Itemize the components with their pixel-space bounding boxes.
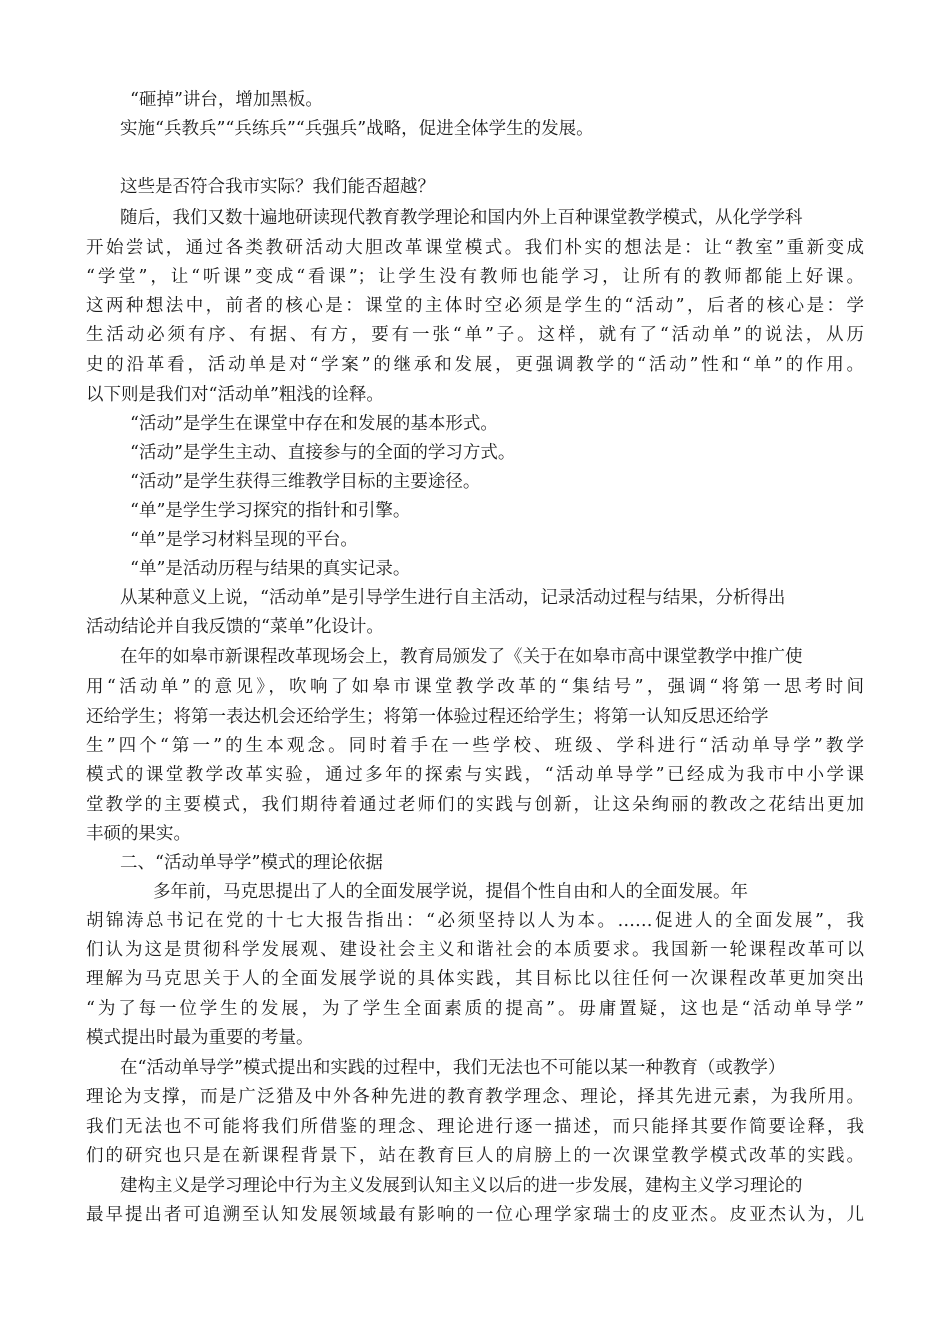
text-line: 这些是否符合我市实际？我们能否超越？ xyxy=(120,177,435,197)
text-line: 从某种意义上说，“活动单”是引导学生进行自主活动，记录活动过程与结果，分析得出 xyxy=(120,588,786,608)
text-line: “单”是学生学习探究的指针和引擎。 xyxy=(130,501,411,521)
text-line: 在年的如皋市新课程改革现场会上，教育局颁发了《关于在如皋市高中课堂教学中推广使 xyxy=(120,647,803,667)
text-line: 模式提出时最为重要的考量。 xyxy=(86,1028,314,1048)
text-line: 实施“兵教兵”“兵练兵”“兵强兵”战略，促进全体学生的发展。 xyxy=(120,119,594,139)
text-line: 以下则是我们对“活动单”粗浅的诠释。 xyxy=(86,385,384,405)
text-line: 用“活动单”的意见》，吹响了如皋市课堂教学改革的“集结号”，强调“将第一思考时间 xyxy=(86,677,864,697)
text-line: 堂教学的主要模式，我们期待着通过老师们的实践与创新，让这朵绚丽的教改之花结出更加 xyxy=(86,795,864,815)
text-line: 建构主义是学习理论中行为主义发展到认知主义以后的进一步发展，建构主义学习理论的 xyxy=(120,1176,803,1196)
text-line: “活动”是学生获得三维教学目标的主要途径。 xyxy=(130,472,481,492)
text-line: 最早提出者可追溯至认知发展领域最有影响的一位心理学家瑞士的皮亚杰。皮亚杰认为，儿 xyxy=(86,1205,864,1225)
text-line: 还给学生；将第一表达机会还给学生；将第一体验过程还给学生；将第一认知反思还给学 xyxy=(86,707,769,727)
text-line: 随后，我们又数十遍地研读现代教育教学理论和国内外上百种课堂教学模式，从化学学科 xyxy=(120,208,803,228)
text-line: 模式的课堂教学改革实验，通过多年的探索与实践，“活动单导学”已经成为我市中小学课 xyxy=(86,765,864,785)
text-line: 生”四个“第一”的生本观念。同时着手在一些学校、班级、学科进行“活动单导学”教学 xyxy=(86,736,864,756)
text-line: “砸掉”讲台，增加黑板。 xyxy=(130,90,323,110)
text-line: “单”是学习材料呈现的平台。 xyxy=(130,530,358,550)
text-line: “为了每一位学生的发展，为了学生全面素质的提高”。毋庸置疑，这也是“活动单导学” xyxy=(86,999,864,1019)
text-line: 活动结论并自我反馈的“菜单”化设计。 xyxy=(86,617,384,637)
text-line: “活动”是学生在课堂中存在和发展的基本形式。 xyxy=(130,414,498,434)
text-line: “活动”是学生主动、直接参与的全面的学习方式。 xyxy=(130,443,516,463)
text-line: 胡锦涛总书记在党的十七大报告指出：“必须坚持以人为本。……促进人的全面发展”，我 xyxy=(86,911,864,931)
text-line: “单”是活动历程与结果的真实记录。 xyxy=(130,559,411,579)
text-line: 这两种想法中，前者的核心是：课堂的主体时空必须是学生的“活动”，后者的核心是：学 xyxy=(86,296,864,316)
text-line: 丰硕的果实。 xyxy=(86,824,191,844)
text-line: 们认为这是贯彻科学发展观、建设社会主义和谐社会的本质要求。我国新一轮课程改革可以 xyxy=(86,940,864,960)
section-heading: 二、“活动单导学”模式的理论依据 xyxy=(120,853,383,873)
text-line: “学堂”，让“听课”变成“看课”；让学生没有教师也能学习，让所有的教师都能上好课。 xyxy=(86,267,864,287)
text-line: 理解为马克思关于人的全面发展学说的具体实践，其目标比以往任何一次课程改革更加突出 xyxy=(86,969,864,989)
text-line: 开始尝试，通过各类教研活动大胆改革课堂模式。我们朴实的想法是：让“教室”重新变成 xyxy=(86,238,864,258)
text-line: 多年前，马克思提出了人的全面发展学说，提倡个性自由和人的全面发展。年 xyxy=(153,882,748,902)
text-line: 理论为支撑，而是广泛猎及中外各种先进的教育教学理念、理论，择其先进元素，为我所用。 xyxy=(86,1087,864,1107)
text-line: 们的研究也只是在新课程背景下，站在教育巨人的肩膀上的一次课堂教学模式改革的实践。 xyxy=(86,1146,864,1166)
text-line: 生活动必须有序、有据、有方，要有一张“单”子。这样，就有了“活动单”的说法，从历 xyxy=(86,325,864,345)
text-line: 史的沿革看，活动单是对“学案”的继承和发展，更强调教学的“活动”性和“单”的作用。 xyxy=(86,355,864,375)
text-line: 我们无法也不可能将我们所借鉴的理念、理论进行逐一描述，而只能择其要作简要诠释，我 xyxy=(86,1117,864,1137)
text-line: 在“活动单导学”模式提出和实践的过程中，我们无法也不可能以某一种教育（或教学） xyxy=(120,1058,786,1078)
